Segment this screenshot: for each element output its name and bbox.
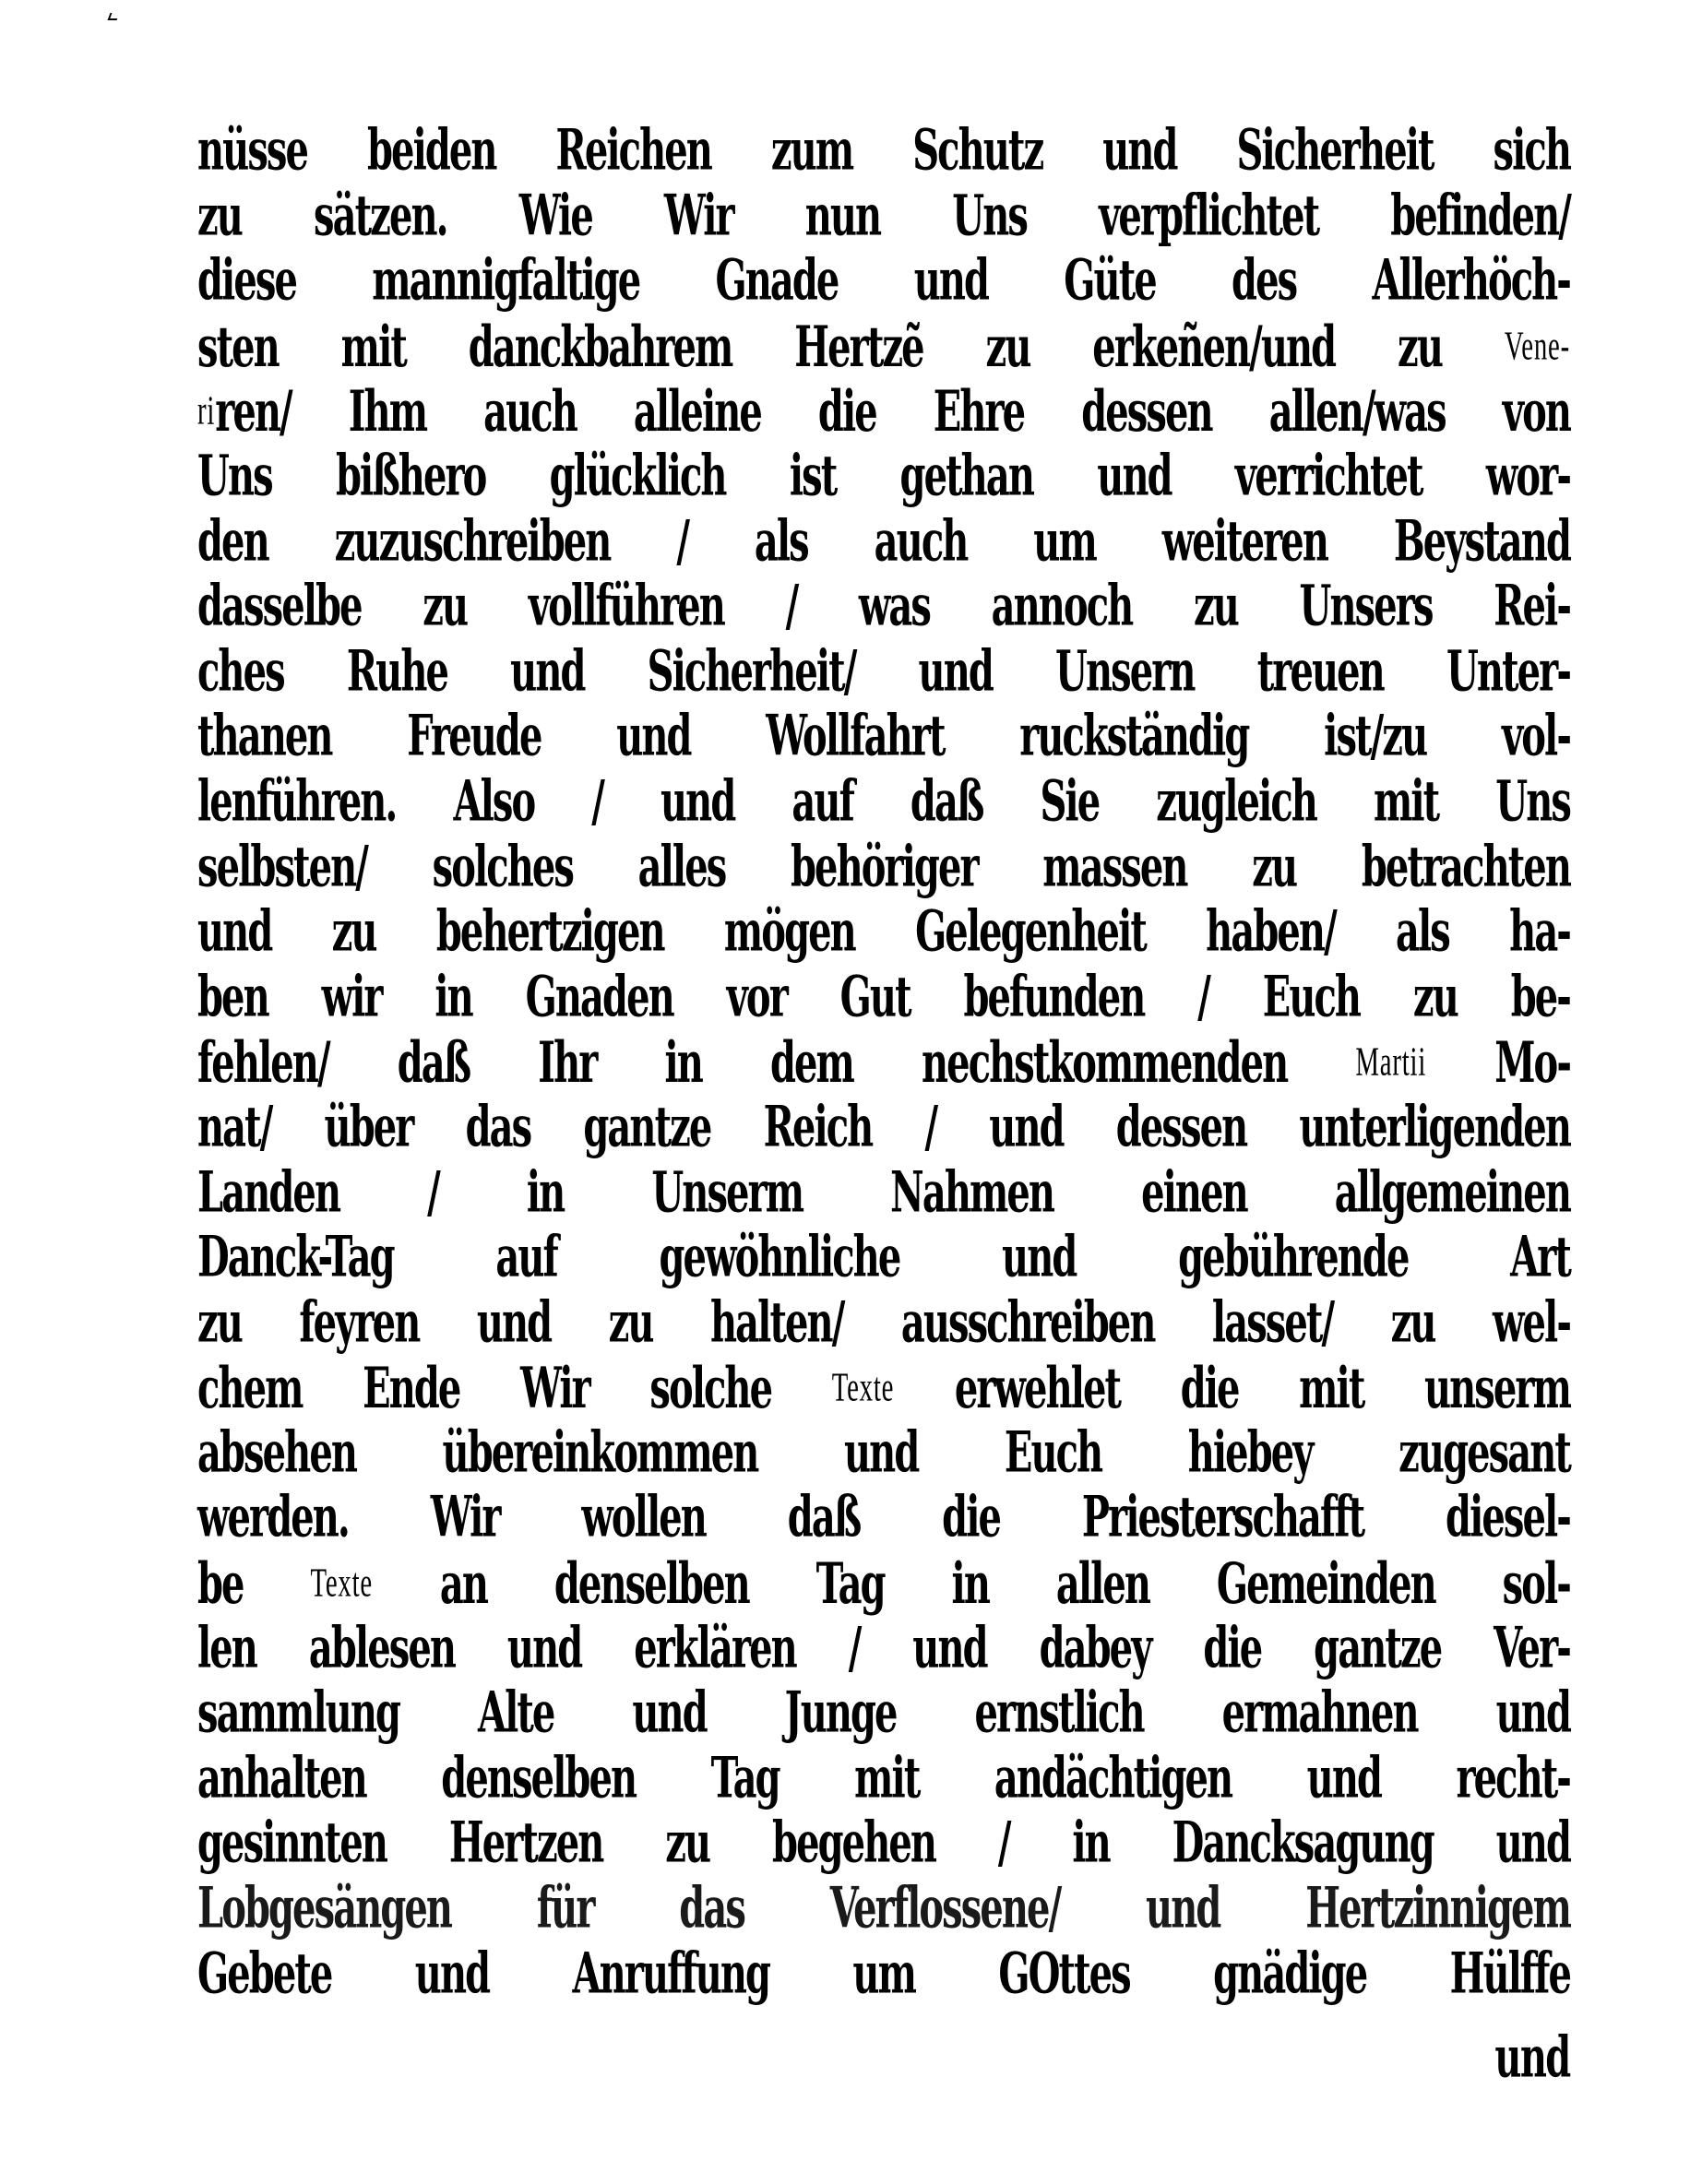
latin-word: Texte [310, 1560, 373, 1606]
text-line: Landen / in Unserm Nahmen einen allgemeinen [197, 1157, 1570, 1225]
text-line: dasselbe zu vollführen / was annoch zu Unsers Rei- [197, 572, 1570, 639]
body-text [197, 118, 1570, 2006]
text-line-fraktur: sten mit danckbahrem Hertzẽ zu erkeñen/und zu [197, 313, 1443, 380]
latin-word: Vene- [1504, 323, 1570, 369]
text-line-fraktur: erwehlet die mit unserm [954, 1354, 1570, 1421]
text-line: nat/ über das gantze Reich / und dessen unterligenden [197, 1093, 1570, 1160]
text-line: lenführen. Also / und auf daß Sie zugleich mit Uns [197, 767, 1570, 835]
text-line-fraktur: fehlen/ daß Ihr in dem nechstkommenden [197, 1028, 1288, 1096]
text-line-fraktur: be [197, 1549, 244, 1617]
text-line-fraktur: an denselben Tag in allen Gemeinden sol- [439, 1549, 1570, 1617]
text-line: zu sätzen. Wie Wir nun Uns verpflichtet befinden/ [197, 181, 1570, 248]
text-line-fraktur: ren/ Ihm auch alleine die Ehre dessen allen/was von [215, 377, 1571, 445]
text-line: werden. Wir wollen daß die Priesterschafft diesel- [197, 1483, 1570, 1550]
text-line: zu feyren und zu halten/ ausschreiben lasset/ zu wel- [197, 1288, 1570, 1356]
text-line: absehen übereinkommen und Euch hiebey zugesant [197, 1418, 1570, 1486]
text-line: den zuzuschreiben / als auch um weiteren Beystand [197, 506, 1570, 574]
text-line: Danck-Tag auf gewöhnliche und gebührende Art [197, 1223, 1570, 1290]
text-line: len ablesen und erklären / und dabey die gantze Ver- [197, 1613, 1570, 1680]
text-line-fraktur: Mo- [1494, 1028, 1570, 1096]
text-line: anhalten denselben Tag mit andächtigen und recht- [197, 1744, 1570, 1811]
text-line: sammlung Alte und Junge ernstlich ermahnen und [197, 1679, 1570, 1746]
text-line: selbsten/ solches alles behöriger massen zu betrachten [197, 832, 1570, 899]
latin-word: Texte [831, 1364, 895, 1410]
text-line: und zu behertzigen mögen Gelegenheit haben/ als ha- [197, 897, 1570, 965]
text-line: nüsse beiden Reichen zum Schutz und Sicherheit sich [197, 116, 1570, 184]
text-line: thanen Freude und Wollfahrt ruckständig ist/zu vol- [197, 702, 1570, 769]
text-line-fraktur: chem Ende Wir solche [197, 1354, 772, 1421]
scan-artifact-mark [108, 13, 120, 20]
text-line: ben wir in Gnaden vor Gut befunden / Euch zu be- [197, 963, 1570, 1030]
catchword: und [1494, 2024, 1570, 2091]
text-line: Gebete und Anruffung um GOttes gnädige Hülffe [197, 1939, 1570, 2006]
latin-word: ri [197, 387, 216, 433]
text-line: diese mannigfaltige Gnade und Güte des Allerhöch- [197, 246, 1570, 314]
text-line: Lobgesängen für das Verflossene/ und Hertzinnigem [197, 1874, 1570, 1941]
text-line: ches Ruhe und Sicherheit/ und Unsern treuen Unter- [197, 637, 1570, 705]
latin-word: Martii [1355, 1039, 1427, 1085]
text-line: gesinnten Hertzen zu begehen / in Dancksagung und [197, 1809, 1570, 1876]
text-line: Uns bißhero glücklich ist gethan und verrichtet wor- [197, 442, 1570, 509]
